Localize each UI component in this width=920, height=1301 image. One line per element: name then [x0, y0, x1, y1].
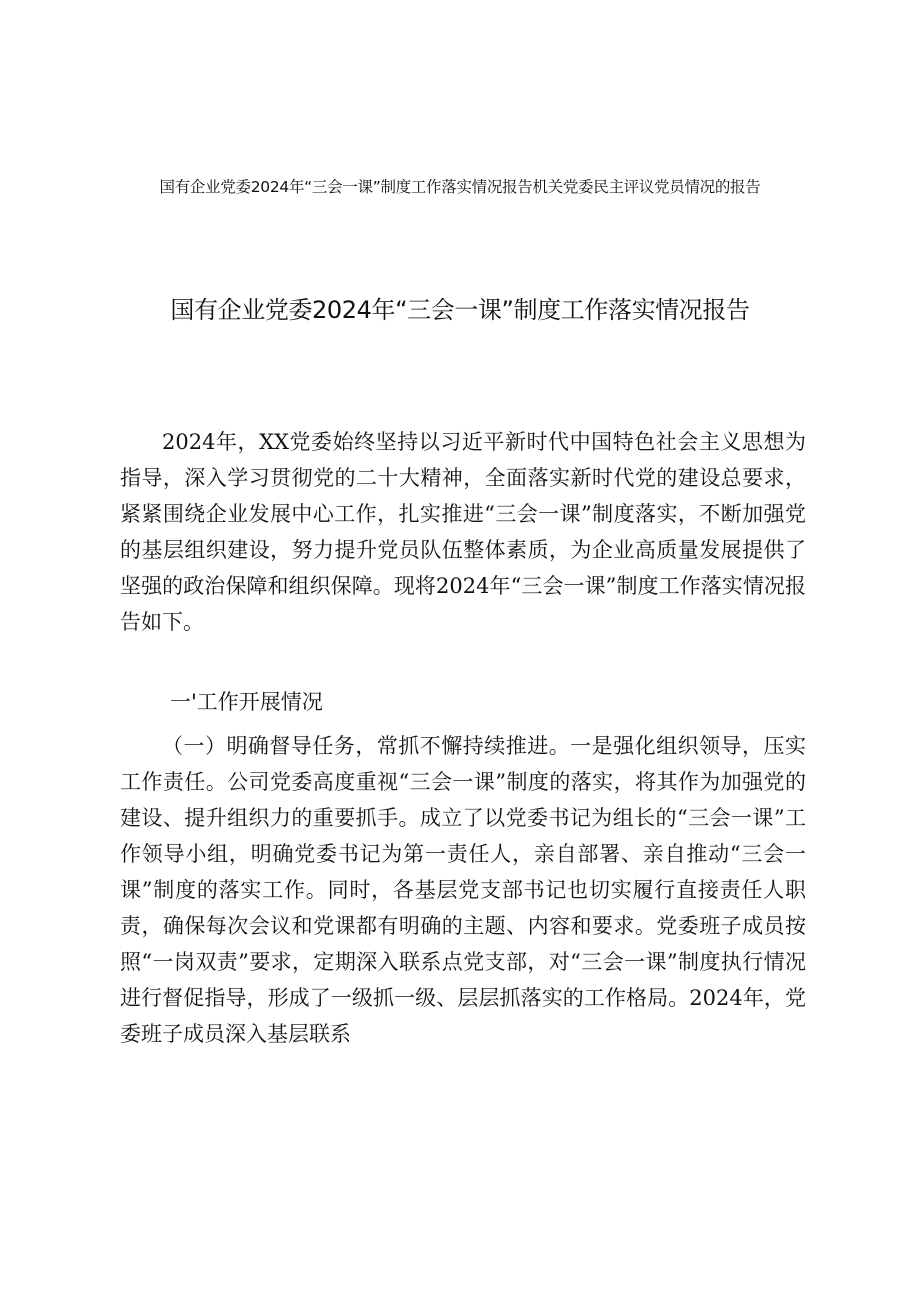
document-header: 国有企业党委2024年“三会一课”制度工作落实情况报告机关党委民主评议党员情况的报告 — [159, 178, 761, 196]
document-title: 国有企业党委2024年“三会一课”制度工作落实情况报告 — [170, 296, 750, 324]
intro-paragraph: 2024年，XX党委始终坚持以习近平新时代中国特色社会主义思想为指导，深入学习贯彻党的二十大精神，全面落实新时代党的建设总要求，紧紧围绕企业发展中心工作，扎实推进“三会一课”制度落实，不断加强党的基层组织建设，努力提升党员队伍整体素质，为企业高质量发展提供了坚强的政治保障和组织保障。现将2024年“三会一课”制度工作落实情况报告如下。 — [120, 430, 806, 634]
item1-paragraph: （一）明确督导任务，常抓不懈持续推进。一是强化组织领导，压实工作责任。公司党委高度重视“三会一课”制度的落实，将其作为加强党的建设、提升组织力的重要抓手。成立了以党委书记为组长的“三会一课”工作领导小组，明确党委书记为第一责任人，亲自部署、亲自推动“三会一课”制度的落实工作。同时，各基层党支部书记也切实履行直接责任人职责，确保每次会议和党课都有明确的主题、内容和要求。党委班子成员按照“一岗双责”要求，定期深入联系点党支部，对“三会一课”制度执行情况进行督促指导，形成了一级抓一级、层层抓落实的工作格局。2024年，党委班子成员深入基层联系 — [120, 734, 806, 1046]
section-heading: 一'工作开展情况 — [170, 690, 323, 714]
